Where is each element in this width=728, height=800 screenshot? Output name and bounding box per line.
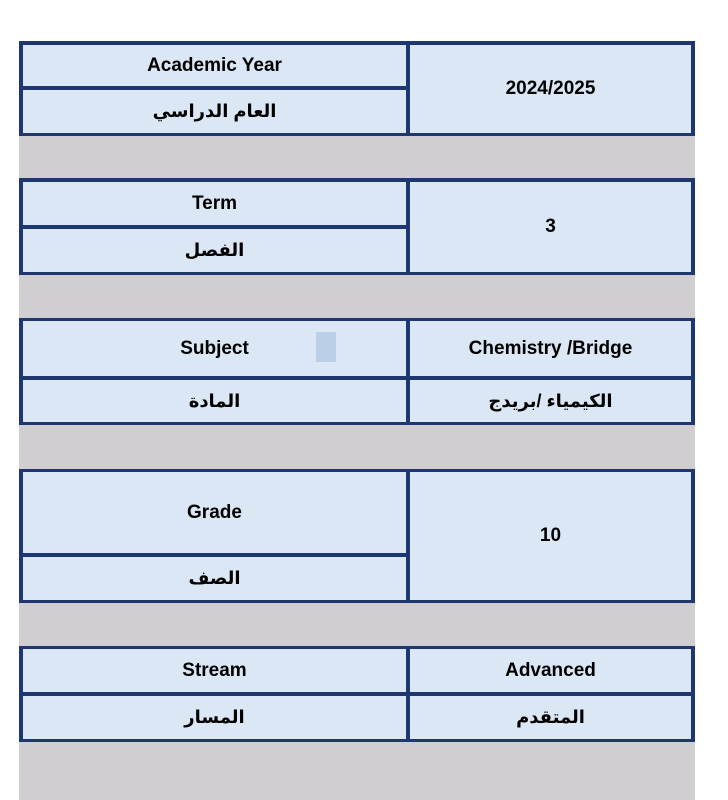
subject-label-en: Subject: [23, 321, 406, 376]
row-separator: [19, 742, 695, 800]
term-label-ar: الفصل: [23, 229, 406, 272]
subject-label-ar: المادة: [23, 380, 406, 422]
stream-value-ar: المتقدم: [410, 696, 691, 739]
row-separator: [19, 425, 695, 469]
academic-year-label-en: Academic Year: [23, 45, 406, 86]
term-value: 3: [410, 182, 691, 272]
grade-value: 10: [410, 472, 691, 600]
row-separator: [19, 603, 695, 646]
info-table: [19, 41, 695, 800]
grade-label-ar: الصف: [23, 557, 406, 600]
stream-value-en: Advanced: [410, 649, 691, 692]
grade-label-en: Grade: [23, 472, 406, 553]
academic-year-value: 2024/2025: [410, 45, 691, 133]
row-separator: [19, 275, 695, 318]
academic-year-label-ar: العام الدراسي: [23, 90, 406, 133]
stream-label-en: Stream: [23, 649, 406, 692]
stream-label-ar: المسار: [23, 696, 406, 739]
row-separator: [19, 136, 695, 178]
subject-value-en: Chemistry /Bridge: [410, 321, 691, 376]
subject-value-ar: الكيمياء /بريدج: [410, 380, 691, 422]
term-label-en: Term: [23, 182, 406, 225]
